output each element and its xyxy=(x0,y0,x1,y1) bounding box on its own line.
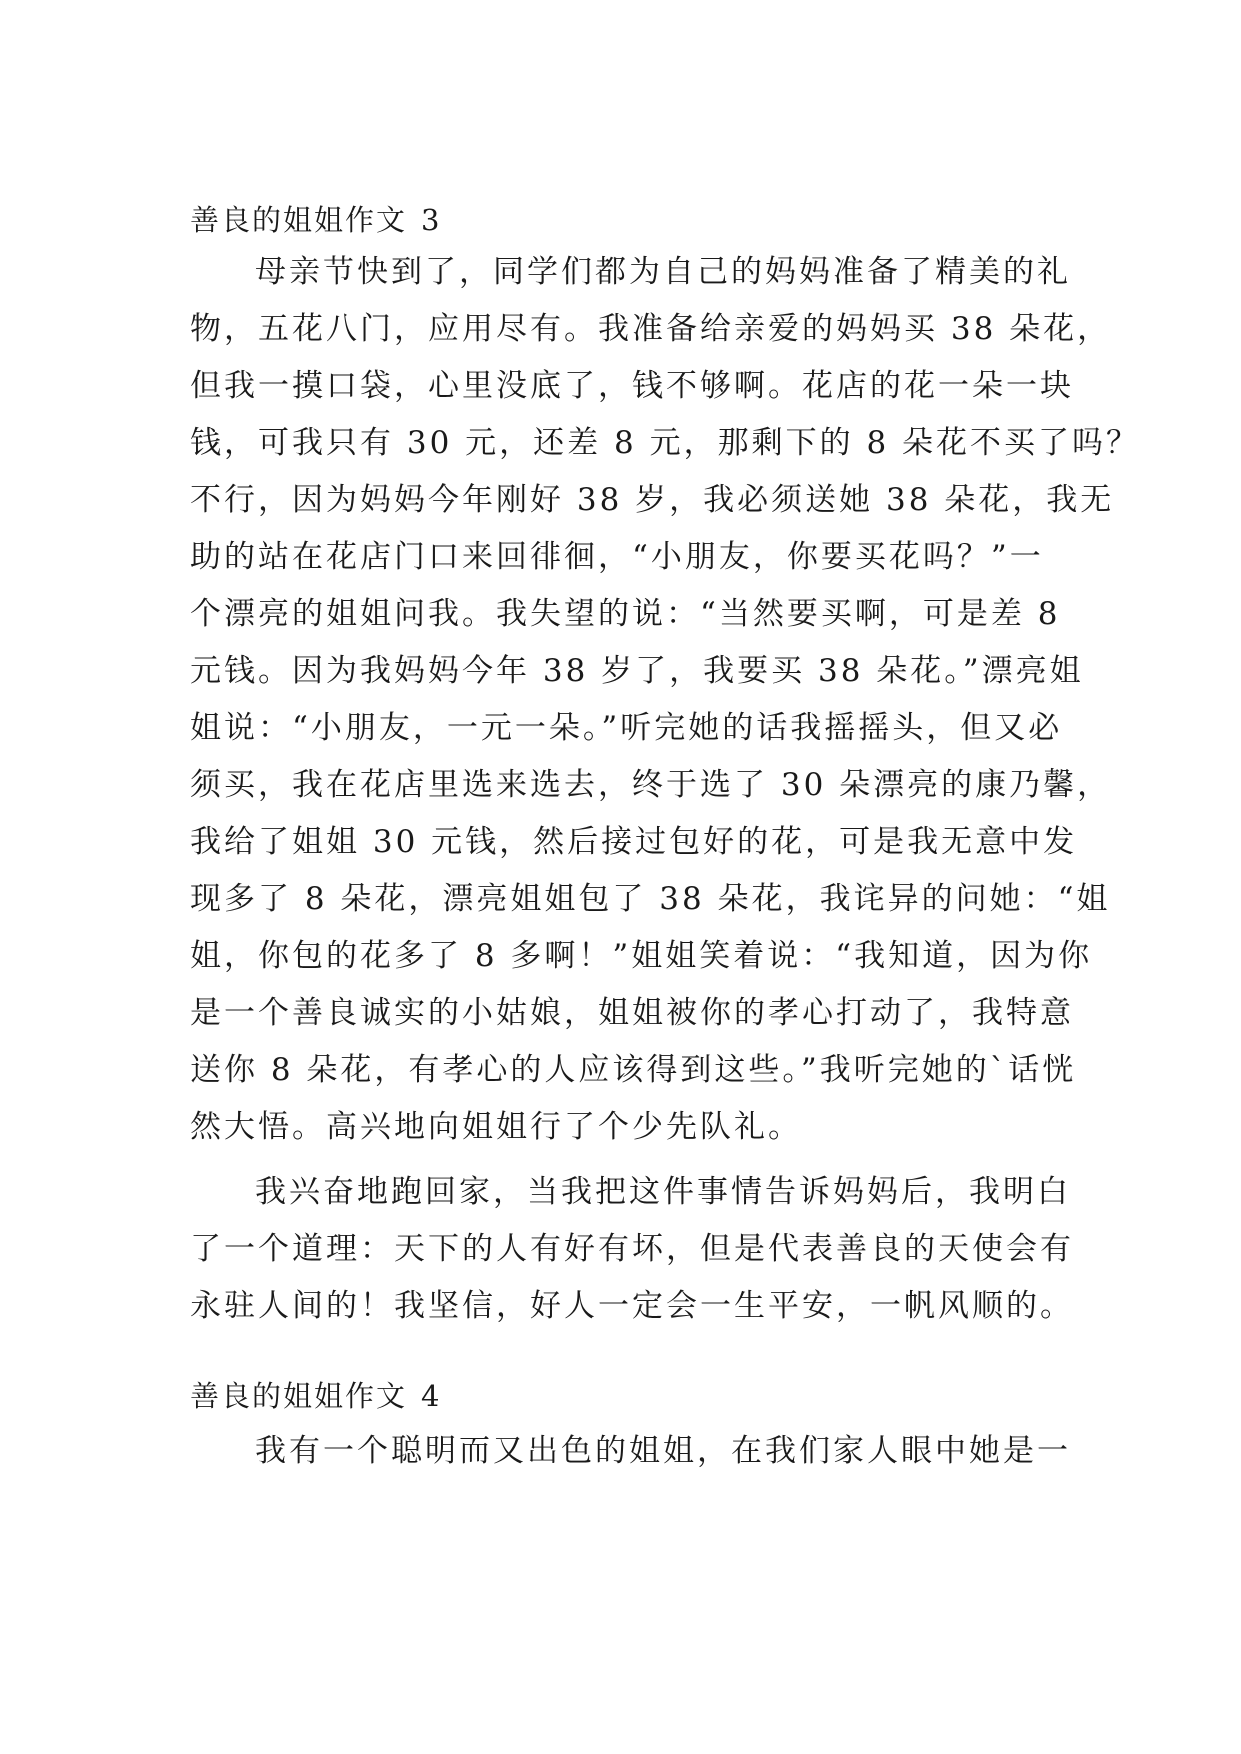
essay-3-line: 送你 8 朵花，有孝心的人应该得到这些。”我听完她的`话恍 xyxy=(190,1052,1077,1088)
essay-4-line: 我有一个聪明而又出色的姐姐，在我们家人眼中她是一 xyxy=(255,1433,1071,1469)
essay-3-line: 姐，你包的花多了 8 多啊！”姐姐笑着说：“我知道，因为你 xyxy=(190,938,1093,974)
essay-4-number: 4 xyxy=(421,1379,442,1413)
essay-3-number: 3 xyxy=(421,203,442,237)
essay-3-line: 是一个善良诚实的小姑娘，姐姐被你的孝心打动了，我特意 xyxy=(190,995,1074,1031)
essay-3-line: 永驻人间的！我坚信，好人一定会一生平安，一帆风顺的。 xyxy=(190,1288,1074,1324)
essay-3-line: 须买，我在花店里选来选去，终于选了 30 朵漂亮的康乃馨， xyxy=(190,767,1112,803)
essay-4-title: 善良的姐姐作文 xyxy=(190,1379,408,1413)
essay-3-line: 我兴奋地跑回家，当我把这件事情告诉妈妈后，我明白 xyxy=(255,1174,1071,1210)
essay-3-line: 了一个道理：天下的人有好有坏，但是代表善良的天使会有 xyxy=(190,1231,1074,1267)
essay-3-line: 现多了 8 朵花，漂亮姐姐包了 38 朵花，我诧异的问她：“姐 xyxy=(190,881,1111,917)
essay-3-line: 个漂亮的姐姐问我。我失望的说：“当然要买啊，可是差 8 xyxy=(190,596,1061,632)
essay-3-line: 然大悟。高兴地向姐姐行了个少先队礼。 xyxy=(190,1109,802,1145)
essay-3-title: 善良的姐姐作文 xyxy=(190,203,408,237)
essay-3-line: 元钱。因为我妈妈今年 38 岁了，我要买 38 朵花。”漂亮姐 xyxy=(190,653,1084,689)
essay-3-line: 不行，因为妈妈今年刚好 38 岁，我必须送她 38 朵花，我无 xyxy=(190,482,1115,518)
essay-3-line: 物，五花八门，应用尽有。我准备给亲爱的妈妈买 38 朵花， xyxy=(190,311,1112,347)
essay-3-line: 钱，可我只有 30 元，还差 8 元，那剩下的 8 朵花不买了吗？ xyxy=(190,425,1141,461)
essay-3-line: 母亲节快到了，同学们都为自己的妈妈准备了精美的礼 xyxy=(255,254,1071,290)
essay-3-line: 姐说：“小朋友，一元一朵。”听完她的话我摇摇头，但又必 xyxy=(190,710,1063,746)
essay-3-line: 助的站在花店门口来回徘徊，“小朋友，你要买花吗？”一 xyxy=(190,539,1044,575)
essay-3-heading xyxy=(190,200,441,240)
essay-3-line: 但我一摸口袋，心里没底了，钱不够啊。花店的花一朵一块 xyxy=(190,368,1074,404)
essay-3-line: 我给了姐姐 30 元钱，然后接过包好的花，可是我无意中发 xyxy=(190,824,1078,860)
essay-4-heading xyxy=(190,1376,441,1416)
